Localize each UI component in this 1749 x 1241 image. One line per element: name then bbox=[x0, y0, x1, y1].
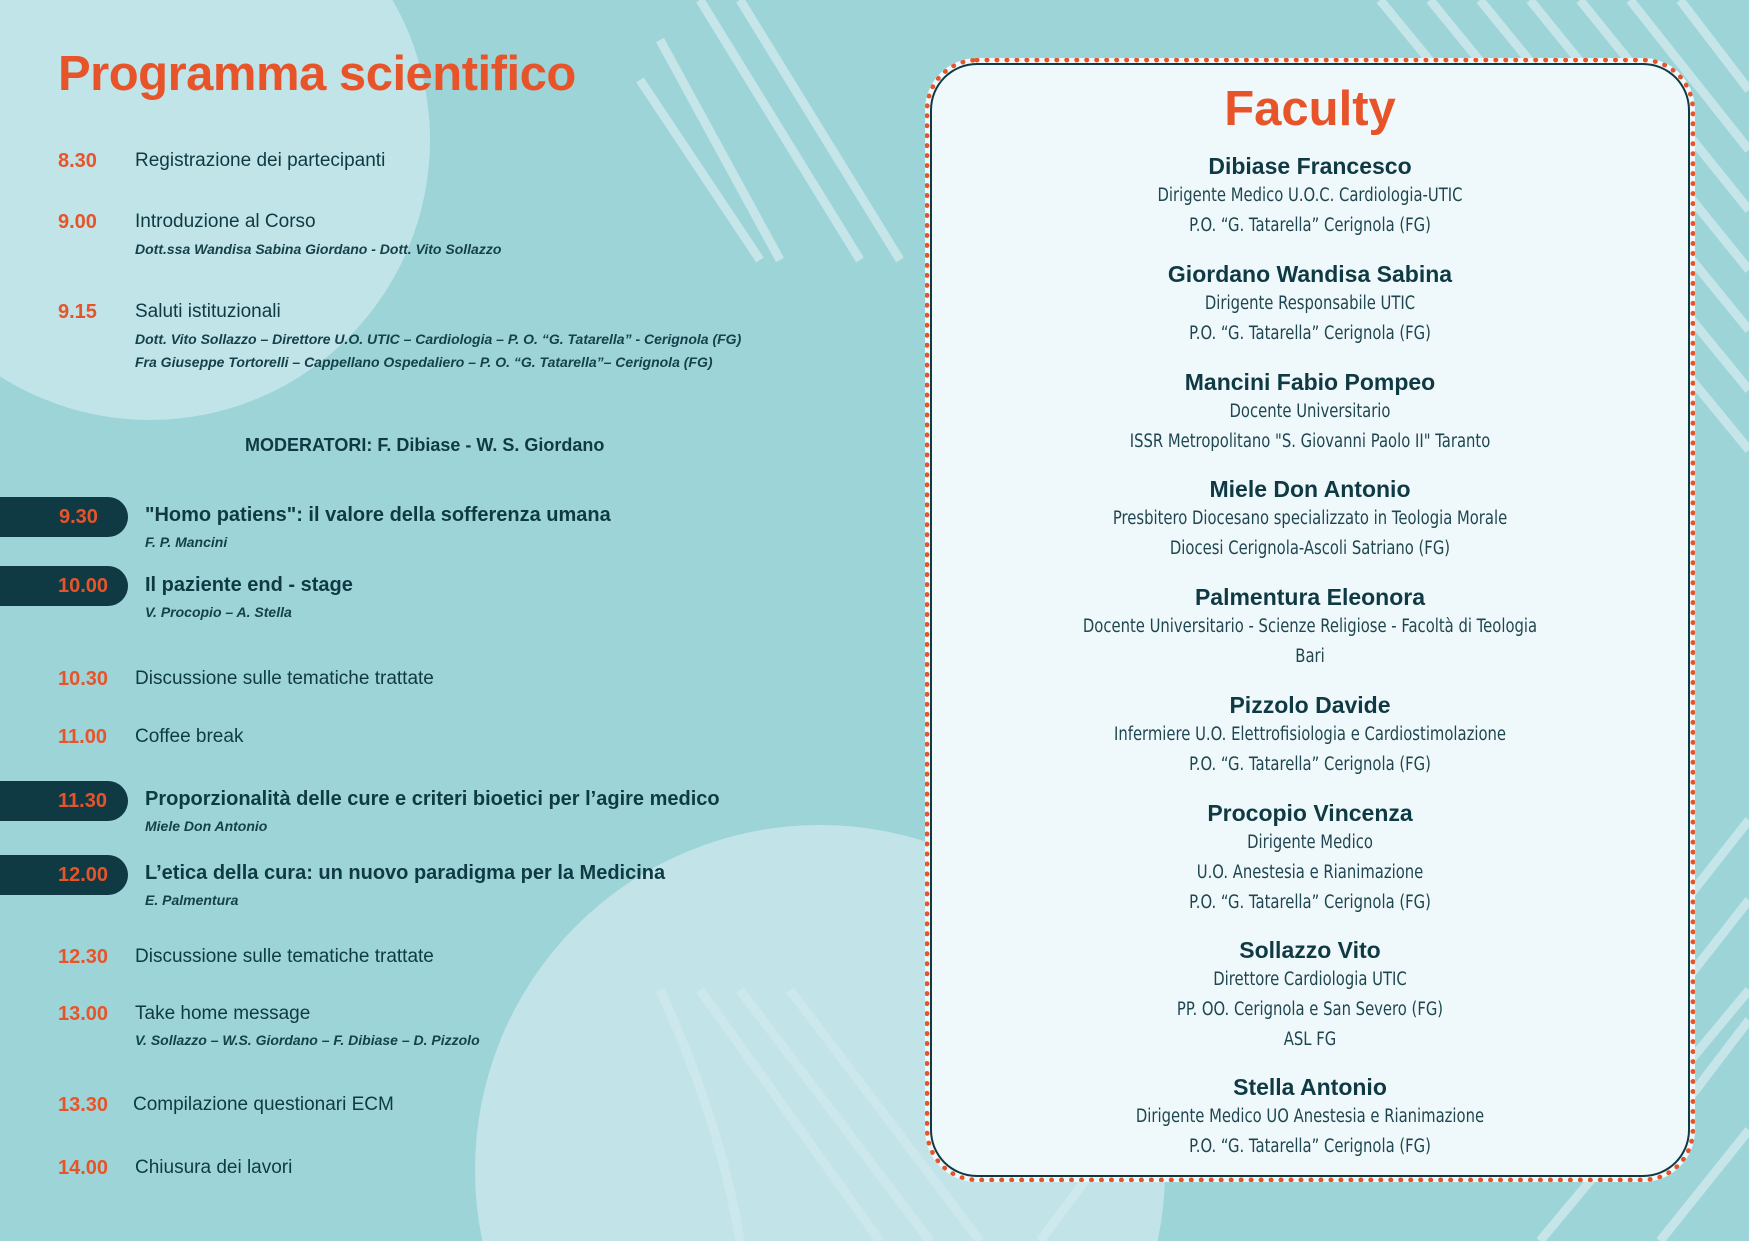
faculty-name: Palmentura Eleonora bbox=[1194, 584, 1426, 610]
faculty-affiliation: P.O. “G. Tatarella” Cerignola (FG) bbox=[1189, 754, 1431, 775]
schedule-time: 9.30 bbox=[59, 506, 98, 528]
time-pill bbox=[0, 781, 128, 821]
schedule-time: 10.00 bbox=[58, 575, 109, 597]
schedule-time: 13.30 bbox=[58, 1094, 109, 1116]
schedule-time: 11.30 bbox=[58, 790, 107, 812]
schedule-label: Il paziente end - stage bbox=[145, 574, 353, 596]
time-pill bbox=[0, 855, 128, 895]
faculty-member bbox=[930, 798, 1690, 918]
faculty-name: Miele Don Antonio bbox=[1209, 476, 1411, 502]
faculty-role: Docente Universitario bbox=[1229, 401, 1391, 422]
faculty-member bbox=[930, 1072, 1690, 1162]
schedule-label: Chiusura dei lavori bbox=[135, 1157, 293, 1178]
faculty-role: Infermiere U.O. Elettrofisiologia e Cardiostimolazione bbox=[1113, 724, 1507, 745]
schedule-speakers: V. Sollazzo – W.S. Giordano – F. Dibiase – D. Pizzolo bbox=[135, 1032, 480, 1048]
schedule-time: 14.00 bbox=[58, 1157, 109, 1179]
faculty-affiliation: ASL FG bbox=[1283, 1029, 1337, 1050]
faculty-member bbox=[930, 582, 1690, 672]
faculty-member bbox=[930, 474, 1690, 564]
faculty-role: Dirigente Responsabile UTIC bbox=[1204, 293, 1416, 314]
schedule-label: Proporzionalità delle cure e criteri bioetici per l’agire medico bbox=[145, 788, 720, 810]
faculty-affiliation: Bari bbox=[1295, 646, 1325, 667]
schedule-time: 10.30 bbox=[58, 668, 109, 690]
faculty-name: Mancini Fabio Pompeo bbox=[1184, 369, 1436, 395]
schedule-label: Discussione sulle tematiche trattate bbox=[135, 668, 434, 689]
schedule-time: 12.30 bbox=[58, 946, 109, 968]
faculty-name: Procopio Vincenza bbox=[1207, 800, 1413, 826]
schedule-speakers: E. Palmentura bbox=[145, 892, 239, 908]
faculty-role: Dirigente Medico bbox=[1247, 832, 1373, 853]
schedule-label: Introduzione al Corso bbox=[135, 211, 316, 232]
faculty-role: Direttore Cardiologia UTIC bbox=[1213, 969, 1407, 990]
schedule-label: Registrazione dei partecipanti bbox=[135, 150, 386, 171]
faculty-affiliation: PP. OO. Cerignola e San Severo (FG) bbox=[1176, 999, 1444, 1020]
time-pill bbox=[0, 497, 128, 537]
faculty-affiliation: Diocesi Cerignola-Ascoli Satriano (FG) bbox=[1169, 538, 1451, 559]
faculty-card bbox=[925, 58, 1695, 1182]
schedule-time: 9.00 bbox=[58, 211, 97, 233]
schedule-speakers: Miele Don Antonio bbox=[145, 818, 268, 834]
schedule-speakers: F. P. Mancini bbox=[145, 534, 228, 550]
faculty-role: Presbitero Diocesano specializzato in Teologia Morale bbox=[1112, 508, 1508, 529]
faculty-affiliation: P.O. “G. Tatarella” Cerignola (FG) bbox=[1189, 892, 1431, 913]
schedule-label: Coffee break bbox=[135, 726, 244, 747]
faculty-role: Docente Universitario - Scienze Religiose - Facoltà di Teologia bbox=[1082, 616, 1538, 637]
faculty-name: Stella Antonio bbox=[1233, 1074, 1387, 1100]
schedule-time: 11.00 bbox=[58, 726, 107, 748]
schedule-time: 13.00 bbox=[58, 1003, 109, 1025]
faculty-member bbox=[930, 367, 1690, 457]
faculty-name: Dibiase Francesco bbox=[1208, 153, 1412, 179]
schedule-time: 12.00 bbox=[58, 864, 109, 886]
faculty-title: Faculty bbox=[1224, 82, 1396, 136]
faculty-affiliation: P.O. “G. Tatarella” Cerignola (FG) bbox=[1189, 323, 1431, 344]
faculty-name: Pizzolo Davide bbox=[1229, 692, 1391, 718]
schedule-speakers: Fra Giuseppe Tortorelli – Cappellano Ospedaliero – P. O. “G. Tatarella”– Cerignola (FG) bbox=[135, 354, 713, 370]
schedule-time: 9.15 bbox=[58, 301, 97, 323]
faculty-affiliation: P.O. “G. Tatarella” Cerignola (FG) bbox=[1189, 215, 1431, 236]
schedule-speakers: Dott.ssa Wandisa Sabina Giordano - Dott. Vito Sollazzo bbox=[135, 241, 502, 257]
faculty-member bbox=[930, 935, 1690, 1055]
faculty-member bbox=[930, 690, 1690, 780]
schedule-speakers: V. Procopio – A. Stella bbox=[145, 604, 292, 620]
moderators-label: MODERATORI: F. Dibiase - W. S. Giordano bbox=[245, 435, 605, 455]
schedule-label: Discussione sulle tematiche trattate bbox=[135, 946, 434, 967]
schedule-time: 8.30 bbox=[58, 150, 97, 172]
schedule-label: Take home message bbox=[135, 1003, 311, 1024]
faculty-role: Dirigente Medico UO Anestesia e Rianimazione bbox=[1135, 1106, 1485, 1127]
schedule-label: Saluti istituzionali bbox=[135, 301, 281, 322]
faculty-name: Sollazzo Vito bbox=[1239, 937, 1381, 963]
faculty-role: Dirigente Medico U.O.C. Cardiologia-UTIC bbox=[1157, 185, 1463, 206]
time-pill bbox=[0, 566, 128, 606]
schedule-speakers: Dott. Vito Sollazzo – Direttore U.O. UTIC – Cardiologia – P. O. “G. Tatarella” - Cerignola (FG) bbox=[135, 331, 742, 347]
faculty-member bbox=[930, 259, 1690, 349]
faculty-affiliation: ISSR Metropolitano "S. Giovanni Paolo II" Taranto bbox=[1129, 431, 1491, 452]
program-title: Programma scientifico bbox=[58, 47, 576, 101]
faculty-role: U.O. Anestesia e Rianimazione bbox=[1196, 862, 1424, 883]
faculty-member bbox=[930, 151, 1690, 241]
schedule-label: L’etica della cura: un nuovo paradigma per la Medicina bbox=[145, 862, 666, 884]
schedule-label: "Homo patiens": il valore della sofferenza umana bbox=[145, 504, 611, 526]
faculty-name: Giordano Wandisa Sabina bbox=[1167, 261, 1453, 287]
schedule-label: Compilazione questionari ECM bbox=[133, 1094, 394, 1115]
faculty-affiliation: P.O. “G. Tatarella” Cerignola (FG) bbox=[1189, 1136, 1431, 1157]
